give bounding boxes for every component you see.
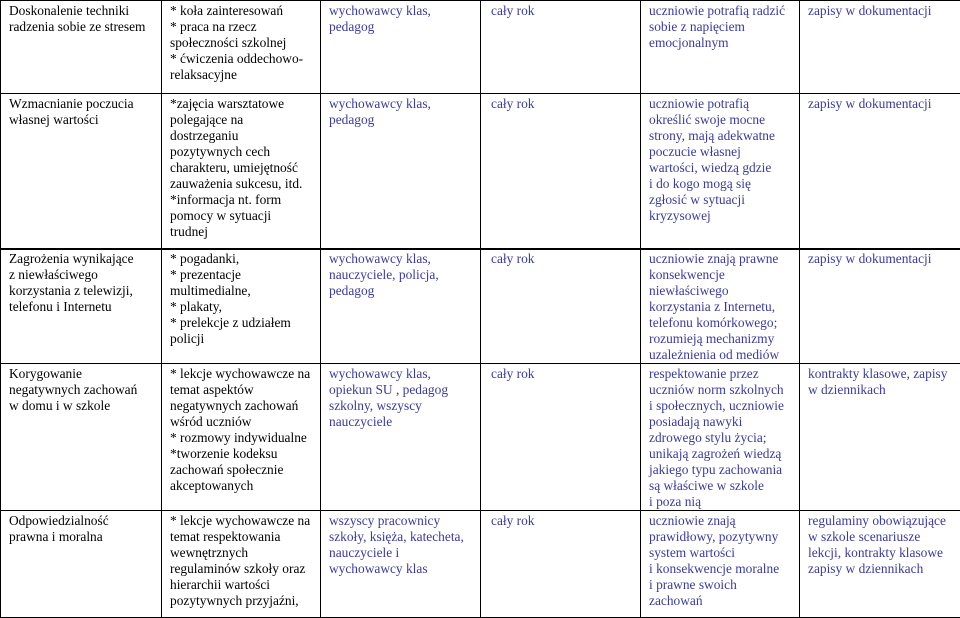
- cell-effects-line: i poza nią: [649, 494, 799, 510]
- cell-term-line: cały rok: [491, 513, 640, 529]
- cell-effects-line: uczniowie znają: [649, 513, 799, 529]
- cell-effects-line: poczucie własnej: [649, 144, 799, 160]
- cell-forms-content: [162, 249, 320, 347]
- cell-effects-line: i do kogo mogą się: [649, 176, 799, 192]
- cell-effects: [641, 94, 800, 250]
- cell-effects-line: system wartości: [649, 545, 799, 561]
- cell-area-content: [1, 511, 161, 545]
- cell-responsible: [321, 1, 481, 94]
- cell-area-content: [1, 364, 161, 414]
- cell-forms-line: hierarchii wartości: [170, 577, 320, 593]
- cell-term-content: [481, 94, 640, 112]
- cell-forms-line: wśród uczniów: [170, 414, 320, 430]
- cell-term-line: cały rok: [491, 251, 640, 267]
- cell-responsible-content: [321, 249, 480, 299]
- cell-evaluation: [800, 511, 960, 618]
- cell-forms-line: regulaminów szkoły oraz: [170, 561, 320, 577]
- cell-area: [1, 1, 162, 94]
- cell-effects: [641, 249, 800, 364]
- cell-effects: [641, 1, 800, 94]
- cell-evaluation-content: [800, 511, 960, 577]
- cell-responsible: [321, 94, 481, 250]
- cell-responsible: [321, 364, 481, 511]
- cell-effects-line: emocjonalnym: [649, 35, 799, 51]
- cell-responsible-line: pedagog: [329, 112, 480, 128]
- cell-effects-line: strony, mają adekwatne: [649, 128, 799, 144]
- cell-responsible-line: opiekun SU , pedagog: [329, 382, 480, 398]
- cell-evaluation: [800, 94, 960, 250]
- cell-term: [481, 511, 641, 618]
- cell-term-line: cały rok: [491, 366, 640, 382]
- cell-forms-line: dostrzeganiu: [170, 128, 320, 144]
- cell-forms: [162, 1, 321, 94]
- cell-evaluation-content: [800, 249, 960, 267]
- cell-forms: [162, 364, 321, 511]
- cell-effects-content: [641, 94, 799, 224]
- cell-responsible-line: szkolny, wszyscy: [329, 398, 480, 414]
- cell-evaluation: [800, 1, 960, 94]
- cell-forms-line: * lekcje wychowawcze na: [170, 513, 320, 529]
- cell-area: [1, 249, 162, 364]
- cell-responsible-line: pedagog: [329, 19, 480, 35]
- cell-responsible-content: [321, 1, 480, 35]
- cell-effects-content: [641, 1, 799, 51]
- cell-forms-content: [162, 94, 320, 240]
- cell-forms-line: pomocy w sytuacji: [170, 208, 320, 224]
- cell-effects-line: unikają zagrożeń wiedzą: [649, 446, 799, 462]
- cell-area-line: własnej wartości: [9, 112, 161, 128]
- cell-responsible-line: wychowawcy klas,: [329, 366, 480, 382]
- cell-evaluation-line: kontrakty klasowe, zapisy: [808, 366, 960, 382]
- cell-forms: [162, 511, 321, 618]
- table-row: [1, 511, 960, 618]
- cell-forms-line: * koła zainteresowań: [170, 3, 320, 19]
- cell-evaluation-line: w dziennikach: [808, 382, 960, 398]
- cell-effects-line: i społecznych, uczniowie: [649, 398, 799, 414]
- cell-responsible-line: wychowawcy klas,: [329, 3, 480, 19]
- cell-responsible-line: nauczyciele: [329, 414, 480, 430]
- cell-effects-line: uczniowie potrafią: [649, 96, 799, 112]
- cell-responsible-line: nauczyciele i: [329, 545, 480, 561]
- cell-forms-content: [162, 364, 320, 494]
- cell-responsible-line: szkoły, księża, katecheta,: [329, 529, 480, 545]
- cell-term-content: [481, 511, 640, 529]
- cell-area-line: Doskonalenie techniki: [9, 3, 161, 19]
- cell-responsible-content: [321, 94, 480, 128]
- cell-effects: [641, 364, 800, 511]
- cell-effects-line: rozumieją mechanizmy: [649, 331, 799, 347]
- cell-forms-line: akceptowanych: [170, 478, 320, 494]
- cell-area-content: [1, 1, 161, 35]
- cell-effects-line: uczniowie znają prawne: [649, 251, 799, 267]
- upper-table: [0, 0, 960, 250]
- cell-forms-line: zachowań społecznie: [170, 462, 320, 478]
- cell-area-line: negatywnych zachowań: [9, 382, 161, 398]
- cell-forms-line: * pogadanki,: [170, 251, 320, 267]
- cell-term-content: [481, 249, 640, 267]
- cell-responsible-content: [321, 511, 480, 577]
- cell-evaluation-content: [800, 364, 960, 398]
- lower-table: [0, 248, 960, 618]
- cell-effects-line: posiadają nawyki: [649, 414, 799, 430]
- cell-forms-line: * plakaty,: [170, 299, 320, 315]
- cell-term-line: cały rok: [491, 96, 640, 112]
- cell-forms-line: trudnej: [170, 224, 320, 240]
- cell-effects-line: są właściwe w szkole: [649, 478, 799, 494]
- cell-forms-line: społeczności szkolnej: [170, 35, 320, 51]
- cell-responsible-line: pedagog: [329, 283, 480, 299]
- cell-evaluation-line: zapisy w dokumentacji: [808, 3, 960, 19]
- cell-evaluation-content: [800, 1, 960, 19]
- cell-forms-line: polegające na: [170, 112, 320, 128]
- cell-effects-line: zdrowego stylu życia;: [649, 430, 799, 446]
- cell-forms-line: pozytywnych cech: [170, 144, 320, 160]
- cell-forms-line: relaksacyjne: [170, 67, 320, 83]
- cell-effects-content: [641, 364, 799, 510]
- cell-term-line: cały rok: [491, 3, 640, 19]
- cell-responsible-content: [321, 364, 480, 430]
- cell-effects-line: korzystania z Internetu,: [649, 299, 799, 315]
- cell-evaluation-line: w szkole scenariusze: [808, 529, 960, 545]
- cell-effects-line: i prawne swoich: [649, 577, 799, 593]
- cell-effects-line: wartości, wiedzą gdzie: [649, 160, 799, 176]
- cell-responsible-line: wychowawcy klas,: [329, 251, 480, 267]
- cell-responsible-line: wychowawcy klas,: [329, 96, 480, 112]
- table-row: [1, 249, 960, 364]
- cell-effects: [641, 511, 800, 618]
- cell-forms-line: pozytywnych przyjaźni,: [170, 593, 320, 609]
- cell-forms-content: [162, 511, 320, 609]
- cell-forms: [162, 249, 321, 364]
- table-row: [1, 94, 960, 250]
- cell-forms-line: wewnętrznych: [170, 545, 320, 561]
- cell-term: [481, 94, 641, 250]
- cell-area-line: Wzmacnianie poczucia: [9, 96, 161, 112]
- cell-term: [481, 364, 641, 511]
- cell-area-line: z niewłaściwego: [9, 267, 161, 283]
- cell-area: [1, 511, 162, 618]
- cell-area-line: radzenia sobie ze stresem: [9, 19, 161, 35]
- upper-table-body: [1, 1, 960, 250]
- cell-term-content: [481, 364, 640, 382]
- cell-forms-line: * prezentacje: [170, 267, 320, 283]
- cell-area-line: Zagrożenia wynikające: [9, 251, 161, 267]
- cell-forms-line: * praca na rzecz: [170, 19, 320, 35]
- cell-effects-line: i konsekwencje moralne: [649, 561, 799, 577]
- cell-area-line: Korygowanie: [9, 366, 161, 382]
- table-row: [1, 1, 960, 94]
- cell-effects-line: zgłosić w sytuacji: [649, 192, 799, 208]
- lower-table-body: [1, 249, 960, 618]
- cell-forms-line: policji: [170, 331, 320, 347]
- cell-forms-line: zauważenia sukcesu, itd.: [170, 176, 320, 192]
- cell-forms-line: *tworzenie kodeksu: [170, 446, 320, 462]
- cell-forms-line: *informacja nt. form: [170, 192, 320, 208]
- cell-effects-line: uczniowie potrafią radzić: [649, 3, 799, 19]
- cell-forms-line: * rozmowy indywidualne: [170, 430, 320, 446]
- cell-effects-line: uczniów norm szkolnych: [649, 382, 799, 398]
- cell-evaluation-content: [800, 94, 960, 112]
- cell-responsible-line: wszyscy pracownicy: [329, 513, 480, 529]
- cell-evaluation-line: zapisy w dziennikach: [808, 561, 960, 577]
- cell-effects-line: prawidłowy, pozytywny: [649, 529, 799, 545]
- cell-effects-line: jakiego typu zachowania: [649, 462, 799, 478]
- cell-effects-line: określić swoje mocne: [649, 112, 799, 128]
- cell-effects-line: kryzysowej: [649, 208, 799, 224]
- cell-effects-line: niewłaściwego: [649, 283, 799, 299]
- cell-evaluation-line: zapisy w dokumentacji: [808, 96, 960, 112]
- cell-forms-line: charakteru, umiejętność: [170, 160, 320, 176]
- cell-area-content: [1, 94, 161, 128]
- cell-effects-line: konsekwencje: [649, 267, 799, 283]
- cell-forms-content: [162, 1, 320, 83]
- cell-forms-line: negatywnych zachowań: [170, 398, 320, 414]
- cell-forms-line: * lekcje wychowawcze na: [170, 366, 320, 382]
- cell-evaluation-line: zapisy w dokumentacji: [808, 251, 960, 267]
- cell-forms-line: temat respektowania: [170, 529, 320, 545]
- cell-area: [1, 94, 162, 250]
- cell-forms-line: * prelekcje z udziałem: [170, 315, 320, 331]
- cell-forms-line: *zajęcia warsztatowe: [170, 96, 320, 112]
- cell-evaluation-line: regulaminy obowiązujące: [808, 513, 960, 529]
- cell-term: [481, 249, 641, 364]
- cell-forms-line: multimedialne,: [170, 283, 320, 299]
- cell-effects-line: respektowanie przez: [649, 366, 799, 382]
- cell-evaluation: [800, 249, 960, 364]
- cell-area-line: Odpowiedzialność: [9, 513, 161, 529]
- cell-term: [481, 1, 641, 94]
- cell-responsible: [321, 511, 481, 618]
- cell-effects-line: telefonu komórkowego;: [649, 315, 799, 331]
- cell-effects-line: zachowań: [649, 593, 799, 609]
- cell-evaluation: [800, 364, 960, 511]
- cell-effects-content: [641, 511, 799, 609]
- cell-effects-line: uzależnienia od mediów: [649, 347, 799, 363]
- cell-responsible: [321, 249, 481, 364]
- cell-area: [1, 364, 162, 511]
- cell-forms-line: temat aspektów: [170, 382, 320, 398]
- cell-term-content: [481, 1, 640, 19]
- cell-area-line: prawna i moralna: [9, 529, 161, 545]
- cell-forms-line: * ćwiczenia oddechowo-: [170, 51, 320, 67]
- cell-area-line: korzystania z telewizji,: [9, 283, 161, 299]
- cell-responsible-line: wychowawcy klas: [329, 561, 480, 577]
- cell-area-line: w domu i w szkole: [9, 398, 161, 414]
- cell-area-line: telefonu i Internetu: [9, 299, 161, 315]
- cell-area-content: [1, 249, 161, 315]
- cell-forms: [162, 94, 321, 250]
- cell-responsible-line: nauczyciele, policja,: [329, 267, 480, 283]
- cell-evaluation-line: lekcji, kontrakty klasowe: [808, 545, 960, 561]
- table-row: [1, 364, 960, 511]
- cell-effects-content: [641, 249, 799, 363]
- cell-effects-line: sobie z napięciem: [649, 19, 799, 35]
